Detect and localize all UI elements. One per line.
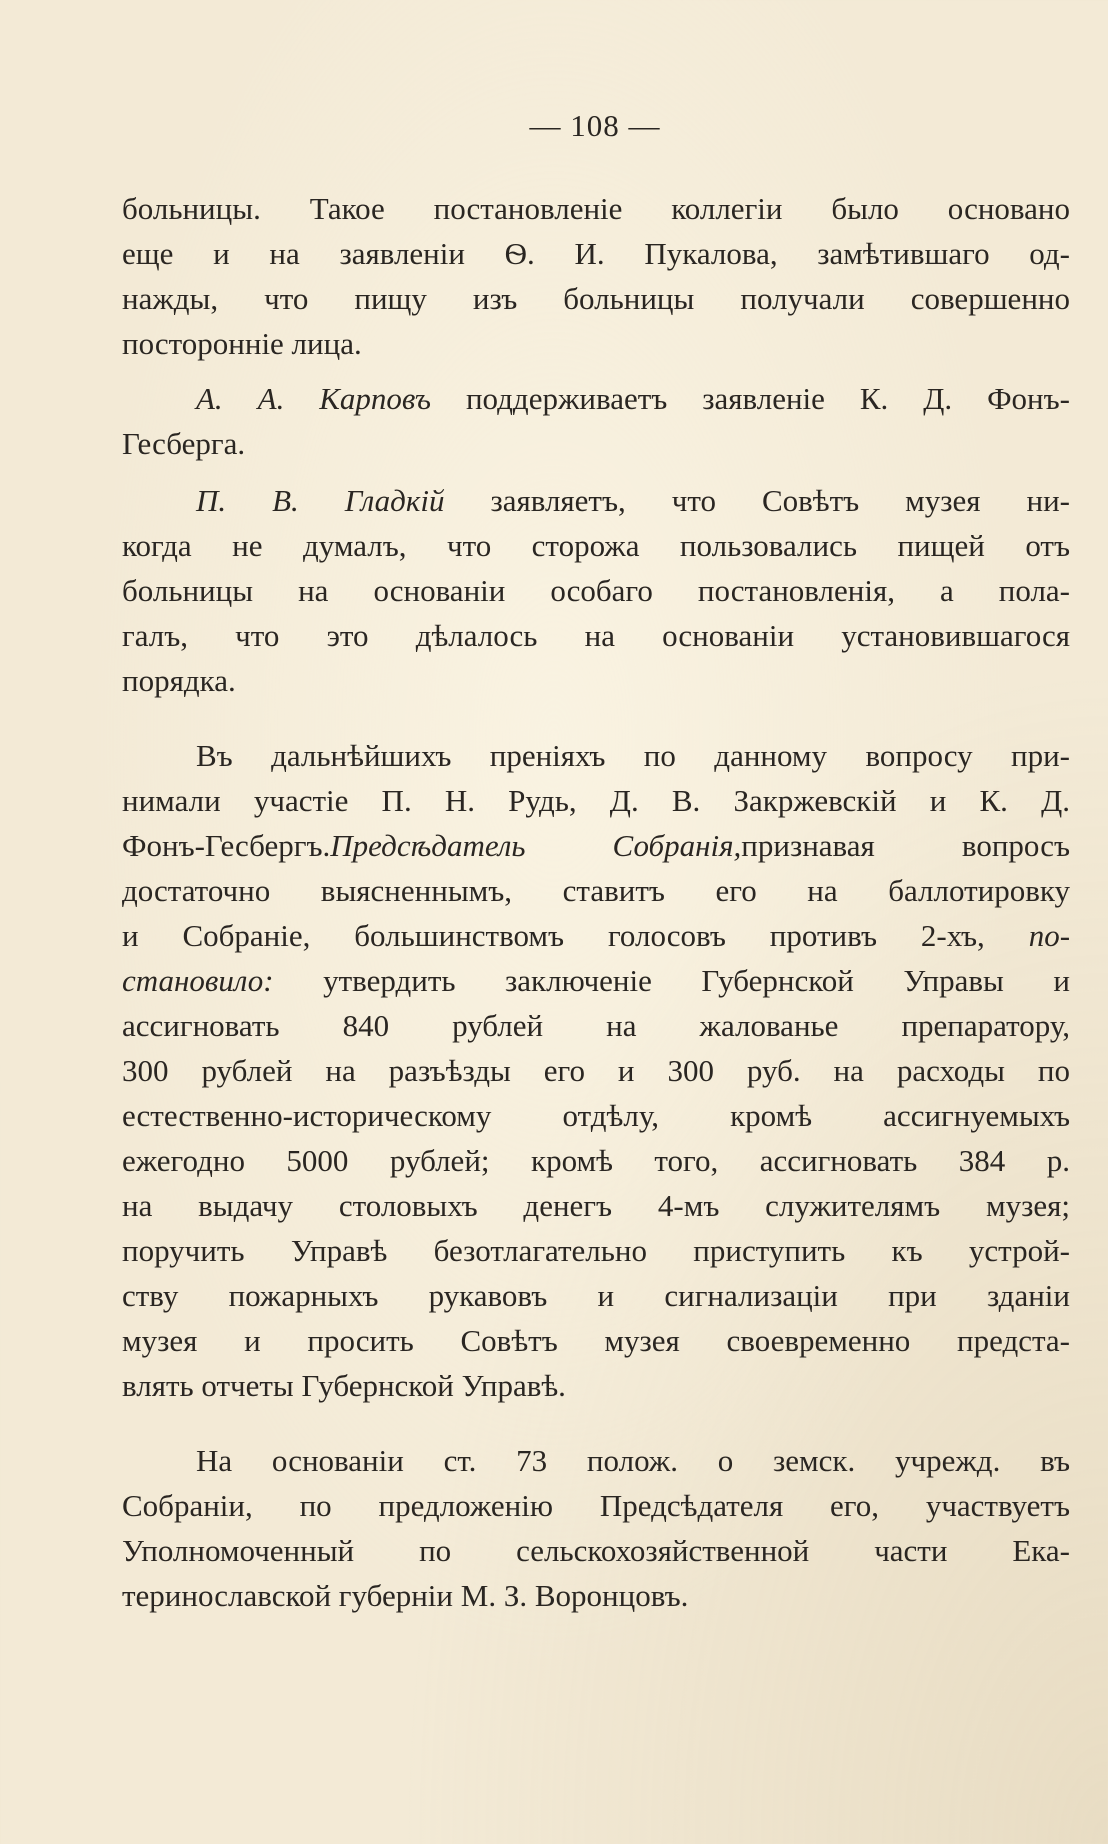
- text-fragment: Фонъ-Гесбергъ.: [122, 828, 331, 863]
- text-line: порядка.: [122, 663, 236, 698]
- text-line: 300 рублей на разъѣзды его и 300 руб. на расходы по: [122, 1053, 1070, 1088]
- paragraph-4: [122, 733, 1070, 1408]
- text-line: Уполномоченный по сельскохозяйственной части Ека-: [122, 1533, 1070, 1568]
- text-line: [122, 376, 1070, 421]
- speaker-name: А. А. Карповъ: [196, 381, 431, 416]
- text-fragment: признавая вопросъ: [741, 828, 1070, 863]
- text-fragment: поддерживаетъ заявленіе К. Д. Фонъ-: [465, 381, 1071, 416]
- italic-fragment: по-: [1028, 918, 1071, 953]
- text-line: [122, 958, 1070, 1003]
- text-line: ству пожарныхъ рукавовъ и сигнализаціи при зданіи: [122, 1278, 1070, 1313]
- paragraph-1: [122, 186, 1070, 366]
- text-line: ассигновать 840 рублей на жалованье препаратору,: [122, 1008, 1070, 1043]
- body-text: [122, 186, 1070, 1618]
- text-line: достаточно выясненнымъ, ставитъ его на баллотировку: [122, 873, 1070, 908]
- text-line: [122, 913, 1070, 958]
- text-line: посторонніе лица.: [122, 326, 362, 361]
- text-line: поручить Управѣ безотлагательно приступить къ устрой-: [122, 1233, 1070, 1268]
- text-line: Собраніи, по предложенію Предсѣдателя его, участвуетъ: [122, 1488, 1070, 1523]
- paragraph-2: [122, 376, 1070, 466]
- text-line: больницы на основаніи особаго постановленія, а пола-: [122, 573, 1070, 608]
- text-line: Гесберга.: [122, 426, 246, 461]
- text-line: теринославской губерніи М. З. Воронцовъ.: [122, 1578, 689, 1613]
- text-line: нажды, что пищу изъ больницы получали совершенно: [122, 281, 1070, 316]
- text-fragment: и Собраніе, большинствомъ голосовъ противъ 2-хъ,: [122, 918, 985, 953]
- text-fragment: заявляетъ, что Совѣтъ музея ни-: [490, 483, 1071, 518]
- page-number: — 108 —: [529, 108, 661, 143]
- text-line: галъ, что это дѣлалось на основаніи установившагося: [122, 618, 1070, 653]
- text-line: музея и просить Совѣтъ музея своевременно предста-: [122, 1323, 1070, 1358]
- text-line: Въ дальнѣйшихъ преніяхъ по данному вопросу при-: [196, 738, 1070, 773]
- text-fragment: утвердить заключеніе Губернской Управы и: [323, 963, 1070, 998]
- text-line: ежегодно 5000 рублей; кромѣ того, ассигновать 384 р.: [122, 1143, 1070, 1178]
- italic-fragment: Предсѣдатель Собранія,: [330, 828, 742, 863]
- text-line: нимали участіе П. Н. Рудь, Д. В. Закржевскій и К. Д.: [122, 783, 1070, 818]
- text-line: [122, 478, 1070, 523]
- italic-fragment: становило:: [122, 963, 274, 998]
- paragraph-3: [122, 478, 1070, 703]
- text-line: на выдачу столовыхъ денегъ 4-мъ служителямъ музея;: [122, 1188, 1070, 1223]
- text-line: еще и на заявленіи Ѳ. И. Пукалова, замѣтившаго од-: [122, 236, 1070, 271]
- text-line: [122, 823, 1070, 868]
- text-line: На основаніи ст. 73 полож. о земск. учрежд. въ: [196, 1443, 1070, 1478]
- text-line: больницы. Такое постановленіе коллегіи было основано: [122, 191, 1070, 226]
- paragraph-5: [122, 1438, 1070, 1618]
- text-line: влять отчеты Губернской Управѣ.: [122, 1368, 566, 1403]
- speaker-name: П. В. Гладкій: [196, 483, 445, 518]
- text-line: естественно-историческому отдѣлу, кромѣ ассигнуемыхъ: [122, 1098, 1070, 1133]
- text-line: когда не думалъ, что сторожа пользовались пищей отъ: [122, 528, 1070, 563]
